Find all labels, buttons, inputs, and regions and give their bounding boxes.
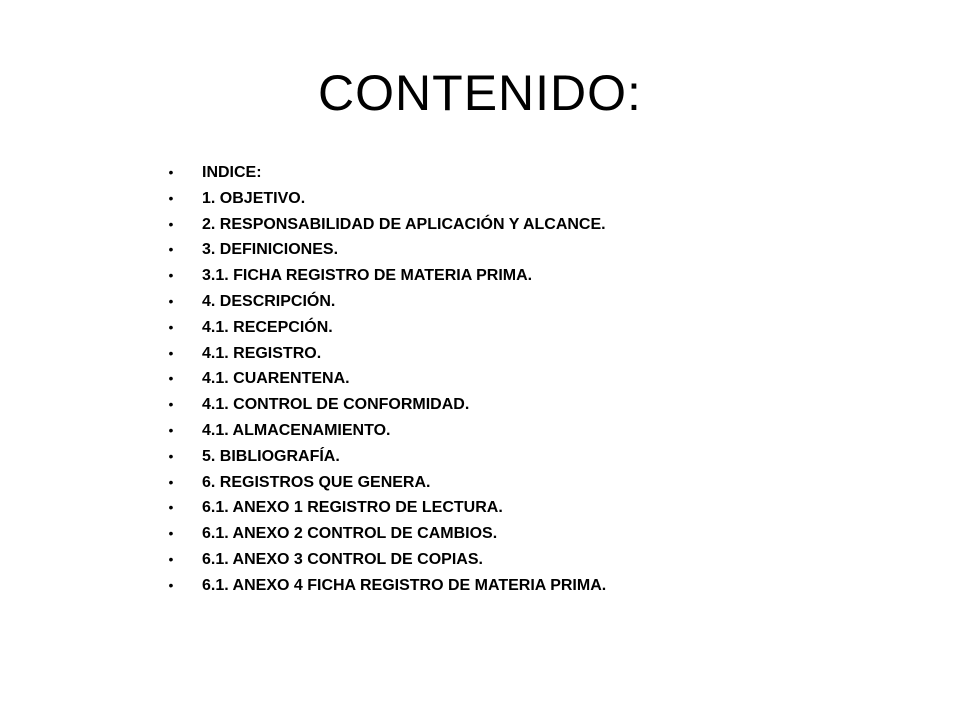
list-item-text: 4.1. ALMACENAMIENTO. <box>202 421 391 439</box>
bullet-icon: • <box>168 421 174 438</box>
bullet-icon: • <box>168 396 174 413</box>
list-item-text: 6.1. ANEXO 1 REGISTRO DE LECTURA. <box>202 499 503 517</box>
bullet-icon: • <box>168 241 174 258</box>
list-item-text: 4. DESCRIPCIÓN. <box>202 292 336 310</box>
list-item-text: 4.1. CUARENTENA. <box>202 370 350 388</box>
bullet-icon: • <box>168 164 174 180</box>
list-item <box>165 418 885 444</box>
list-item-text: 3. DEFINICIONES. <box>202 241 339 259</box>
bullet-icon: • <box>168 370 174 387</box>
list-item-text: 5. BIBLIOGRAFÍA. <box>202 447 340 465</box>
bullet-icon: • <box>168 473 174 490</box>
list-item-text: 4.1. REGISTRO. <box>202 344 322 362</box>
bullet-icon: • <box>168 550 174 567</box>
bullet-icon: • <box>168 447 174 464</box>
list-item-text: 1. OBJETIVO. <box>202 189 306 207</box>
list-item <box>165 470 885 496</box>
list-item <box>165 573 885 599</box>
bullet-icon: • <box>168 267 174 284</box>
list-item <box>165 444 885 470</box>
list-item-text: 4.1. CONTROL DE CONFORMIDAD. <box>202 396 470 414</box>
bullet-icon: • <box>168 215 174 232</box>
list-item <box>165 341 885 367</box>
list-item <box>165 160 885 186</box>
list-item <box>165 263 885 289</box>
list-item-text: 6.1. ANEXO 3 CONTROL DE COPIAS. <box>202 550 483 568</box>
list-item <box>165 366 885 392</box>
list-item <box>165 495 885 521</box>
list-item <box>165 186 885 212</box>
list-item <box>165 547 885 573</box>
bullet-icon: • <box>168 292 174 309</box>
list-item-text: INDICE: <box>202 164 262 181</box>
bullet-icon: • <box>168 318 174 335</box>
bullet-icon: • <box>168 576 174 593</box>
slide-title: CONTENIDO: <box>318 65 642 121</box>
list-item <box>165 237 885 263</box>
list-item-text: 4.1. RECEPCIÓN. <box>202 318 333 336</box>
list-item-text: 6. REGISTROS QUE GENERA. <box>202 473 431 491</box>
list-item-text: 6.1. ANEXO 2 CONTROL DE CAMBIOS. <box>202 525 498 543</box>
list-item <box>165 289 885 315</box>
list-item <box>165 392 885 418</box>
list-item <box>165 212 885 238</box>
bullet-icon: • <box>168 499 174 516</box>
list-item-text: 3.1. FICHA REGISTRO DE MATERIA PRIMA. <box>202 267 533 285</box>
list-item <box>165 521 885 547</box>
list-item-text: 2. RESPONSABILIDAD DE APLICACIÓN Y ALCANCE. <box>202 215 606 233</box>
bullet-icon: • <box>168 344 174 361</box>
list-item-text: 6.1. ANEXO 4 FICHA REGISTRO DE MATERIA PRIMA. <box>202 576 607 594</box>
list-item <box>165 315 885 341</box>
bullet-icon: • <box>168 525 174 542</box>
content-list <box>165 160 885 599</box>
bullet-icon: • <box>168 189 174 206</box>
